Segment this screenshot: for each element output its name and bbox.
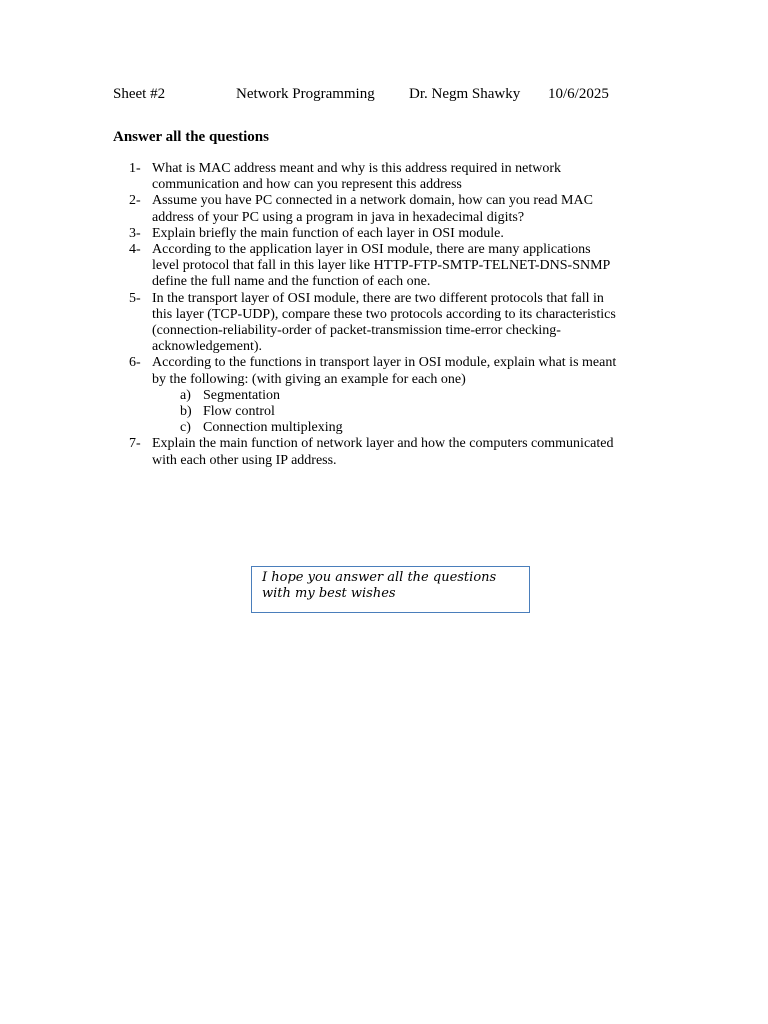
question-line: define the full name and the function of each one. — [152, 274, 431, 290]
question-list — [113, 161, 658, 469]
question-item — [113, 355, 658, 387]
question-item — [113, 242, 658, 291]
note-line: with my best wishes — [262, 586, 396, 601]
question-number: 3- — [129, 225, 141, 241]
question-line: address of your PC using a program in java in hexadecimal digits? — [152, 209, 525, 225]
question-line: Assume you have PC connected in a network domain, how can you read MAC — [152, 193, 593, 209]
question-number: 7- — [129, 436, 141, 452]
course-name: Network Programming — [236, 86, 375, 102]
question-item — [113, 193, 658, 225]
question-line: According to the functions in transport layer in OSI module, explain what is meant — [152, 355, 617, 371]
question-number: 6- — [129, 355, 141, 371]
note-line: I hope you answer all the questions — [262, 570, 497, 585]
sub-item-text: Connection multiplexing — [203, 420, 343, 436]
question-item — [113, 291, 658, 356]
question-line: by the following: (with giving an example for each one) — [152, 371, 466, 387]
question-line: What is MAC address meant and why is this address required in network — [152, 161, 562, 176]
question-number: 5- — [129, 290, 141, 306]
instructions-heading: Answer all the questions — [113, 129, 269, 145]
instructor-name: Dr. Negm Shawky — [409, 86, 521, 102]
question-line: Explain the main function of network layer and how the computers communicated — [152, 436, 614, 452]
question-line: Explain briefly the main function of each layer in OSI module. — [152, 225, 504, 241]
sub-item — [113, 404, 658, 420]
sheet-date: 10/6/2025 — [548, 86, 609, 102]
sub-item-text: Flow control — [203, 404, 275, 420]
question-item — [113, 161, 658, 193]
question-number: 1- — [129, 161, 141, 176]
sub-item — [113, 420, 658, 436]
question-number: 4- — [129, 242, 141, 258]
question-line: (connection-reliability-order of packet-transmission time-error checking- — [152, 323, 561, 339]
sub-item-text: Segmentation — [203, 387, 280, 403]
sub-item-label: c) — [180, 420, 191, 436]
question-line: with each other using IP address. — [152, 452, 337, 468]
best-wishes-note — [251, 566, 530, 613]
sheet-number: Sheet #2 — [113, 86, 166, 102]
question-line: level protocol that fall in this layer like HTTP-FTP-SMTP-TELNET-DNS-SNMP — [152, 258, 611, 274]
question-number: 2- — [129, 193, 141, 209]
question-line: According to the application layer in OSI module, there are many applications — [152, 242, 591, 258]
question-item — [113, 436, 658, 468]
sub-item — [113, 388, 658, 404]
question-line: this layer (TCP-UDP), compare these two protocols according to its characteristics — [152, 306, 616, 322]
question-line: acknowledgement). — [152, 339, 263, 355]
question-line: communication and how can you represent this address — [152, 177, 462, 193]
question-item — [113, 226, 658, 242]
question-line: In the transport layer of OSI module, there are two different protocols that fall in — [152, 290, 604, 306]
sub-item-label: b) — [180, 404, 192, 420]
sub-item-label: a) — [180, 387, 191, 403]
